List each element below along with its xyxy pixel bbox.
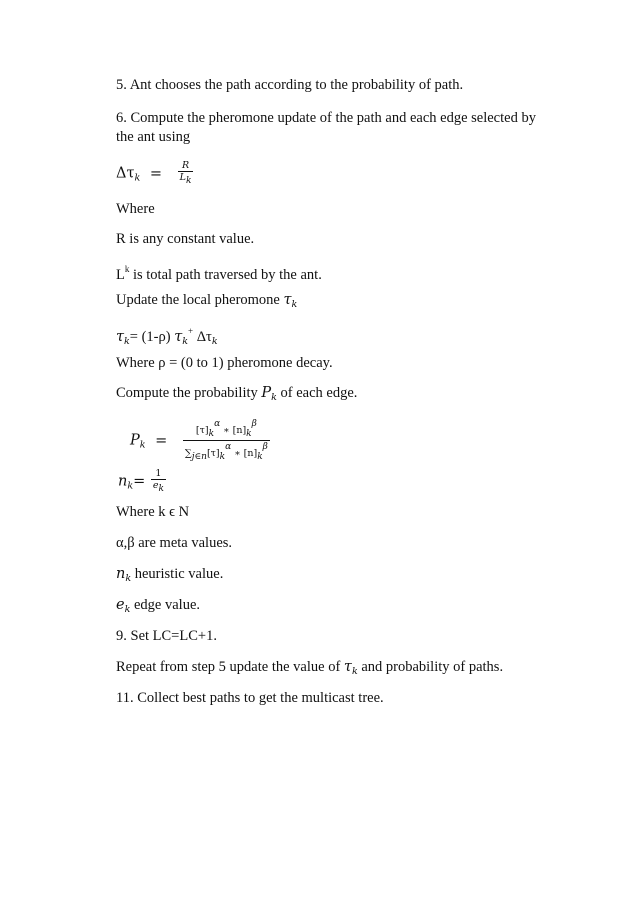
repeat-text: Repeat from step 5 update the value of $\tau_k$ and probability of paths. — [116, 659, 504, 677]
step-5-text: 5. Ant chooses the path according to the probability of path. — [116, 77, 464, 93]
n-formula: $n_k=$ $\frac{1}{ek}$ — [118, 468, 164, 494]
where-label: Where — [116, 201, 155, 217]
lk-description: $L^k$ is total path traversed by the ant. — [116, 264, 322, 283]
step-6-text-line-2: the ant using — [116, 129, 191, 145]
heuristic-text: $n_k$ heuristic value. — [116, 566, 224, 584]
fraction-1-over-ek: $\frac{1}{ek}$ — [152, 468, 164, 494]
fraction-r-over-lk — [178, 160, 194, 187]
delta-tau-formula — [116, 160, 193, 188]
step-11-text: 11. Collect best paths to get the multicast tree. — [116, 690, 384, 706]
rho-description: Where ρ = (0 to 1) pheromone decay. — [116, 355, 333, 371]
fraction-numerator: R — [181, 160, 190, 171]
fraction-denominator: Lk — [179, 172, 192, 186]
probability-denominator: ∑j∈n[τ]kα ∗ [n]kβ — [184, 442, 268, 462]
step-6-text-line-1: 6. Compute the pheromone update of the path and each edge selected by — [116, 110, 536, 126]
alpha-beta-text: α,β are meta values. — [116, 535, 233, 551]
r-constant-text: R is any constant value. — [116, 231, 255, 247]
compute-probability-text: Compute the probability $P_k$ of each edge. — [116, 385, 358, 403]
edge-text: $e_k$ edge value. — [116, 597, 201, 615]
probability-numerator: [τ]kα ∗ [n]kβ — [195, 419, 257, 439]
where-k-text: Where k ϵ N — [116, 504, 190, 520]
equals-sign: = — [149, 165, 163, 182]
tau-update-formula: $\tau_k= (1-\rho)$ $\tau_k^+$ $\Delta\tau_k$ — [116, 326, 218, 347]
update-local-pheromone-text: Update the local pheromone $\tau_k$ — [116, 292, 298, 310]
delta-tau-subscript: k — [134, 172, 141, 184]
probability-formula: $P_k$ = $\frac{[\tau]k\alpha ∗ [n]k\beta}{\sum j\in n[\tau]k\alpha ∗ [n]k\beta}$ — [130, 419, 268, 462]
step-9-text: 9. Set LC=LC+1. — [116, 628, 217, 644]
delta-tau-symbol: Δτ — [116, 165, 135, 182]
probability-fraction — [183, 418, 270, 463]
